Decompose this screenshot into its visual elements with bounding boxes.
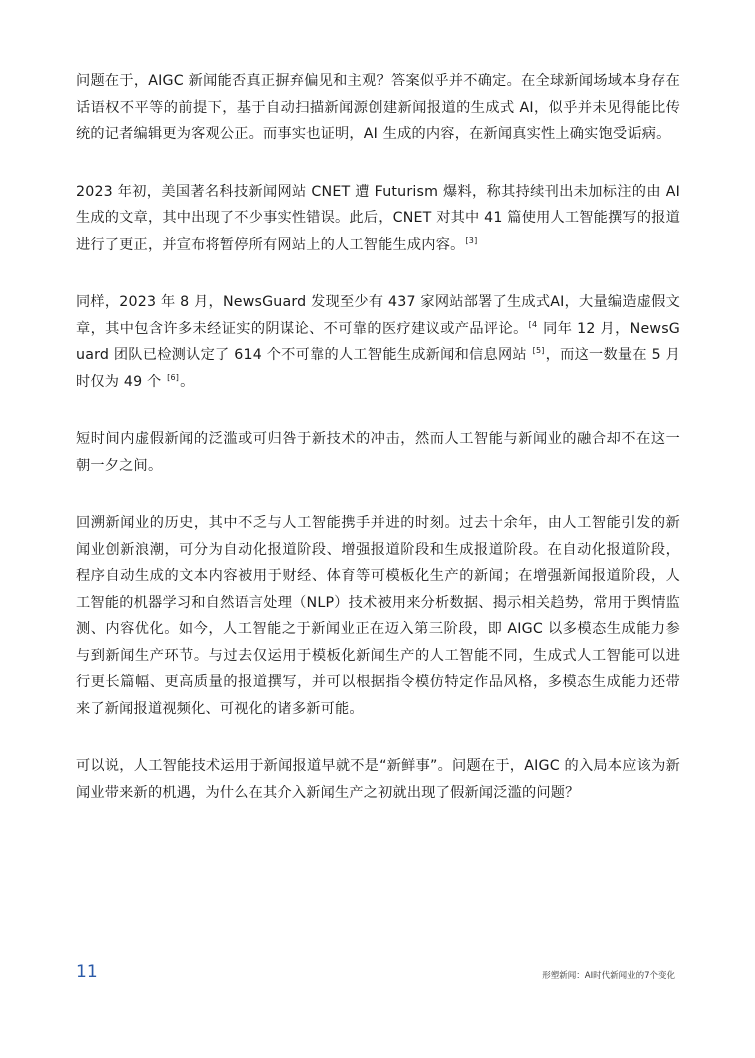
citation-marker: [3]	[465, 235, 478, 245]
paragraph-5	[76, 510, 680, 722]
paragraph-text: 。	[180, 373, 195, 390]
page-number: 11	[76, 962, 98, 982]
citation-marker: [6]	[167, 372, 180, 382]
paragraph-text: 问题在于，AIGC 新闻能否真正摒弃偏见和主观？答案似乎并不确定。在全球新闻场域本身存在话语权不平等的前提下，基于自动扫描新闻源创建新闻报道的生成式 AI，似乎并未见得能比传统的记者编辑更为客观公正。而事实也证明，AI 生成的内容，在新闻真实性上确实饱受诟病。	[76, 73, 680, 142]
paragraph-text: ，而这一数量在 5 月时仅为 49 个	[76, 347, 681, 390]
paragraph-6	[76, 753, 680, 806]
paragraph-3	[76, 289, 680, 395]
paragraph-1	[76, 68, 680, 148]
paragraph-text: 回溯新闻业的历史，其中不乏与人工智能携手并进的时刻。过去十余年，由人工智能引发的新闻业创新浪潮，可分为自动化报道阶段、增强报道阶段和生成报道阶段。在自动化报道阶段，程序自动生成的文本内容被用于财经、体育等可模板化生产的新闻；在增强新闻报道阶段，人工智能的机器学习和自然语言处理（NLP）技术被用来分析数据、揭示相关趋势，常用于舆情监测、内容优化。如今，人工智能之于新闻业正在迈入第三阶段，即 AIGC 以多模态生成能力参与到新闻生产环节。与过去仅运用于模板化新闻生产的人工智能不同，生成式人工智能可以进行更长篇幅、更高质量的报道撰写，并可以根据指令模仿特定作品风格，多模态生成能力还带来了新闻报道视频化、可视化的诸多新可能。	[76, 515, 680, 717]
paragraph-text: 短时间内虚假新闻的泛滥或可归咎于新技术的冲击，然而人工智能与新闻业的融合却不在这一朝一夕之间。	[76, 431, 680, 474]
paragraph-2	[76, 179, 680, 259]
citation-marker: [5]	[532, 346, 545, 356]
citation-marker: [4	[528, 319, 538, 329]
paragraph-text: 2023 年初，美国著名科技新闻网站 CNET 遭 Futurism 爆料，称其持续刊出未加标注的由 AI 生成的文章，其中出现了不少事实性错误。此后，CNET 对其中 41 篇使用人工智能撰写的报道进行了更正，并宣布将暂停所有网站上的人工智能生成内容。	[76, 183, 680, 253]
paragraph-text: 同样，2023 年 8 月，NewsGuard 发现至少有 437 家网站部署了生成式AI，大量编造虚假文章，其中包含许多未经证实的阴谋论、不可靠的医疗建议或产品评论。	[76, 294, 680, 337]
article-body	[76, 68, 680, 837]
paragraph-4	[76, 426, 680, 479]
running-footer-title: 形塑新闻：AI时代新闻业的7个变化	[542, 971, 675, 981]
paragraph-text: 同年 12 月，NewsGuard 团队已检测认定了 614 个不可靠的人工智能生成新闻和信息网站	[76, 320, 680, 363]
paragraph-text: 可以说，人工智能技术运用于新闻报道早就不是“新鲜事”。问题在于，AIGC 的入局本应该为新闻业带来新的机遇，为什么在其介入新闻生产之初就出现了假新闻泛滥的问题？	[76, 758, 680, 801]
